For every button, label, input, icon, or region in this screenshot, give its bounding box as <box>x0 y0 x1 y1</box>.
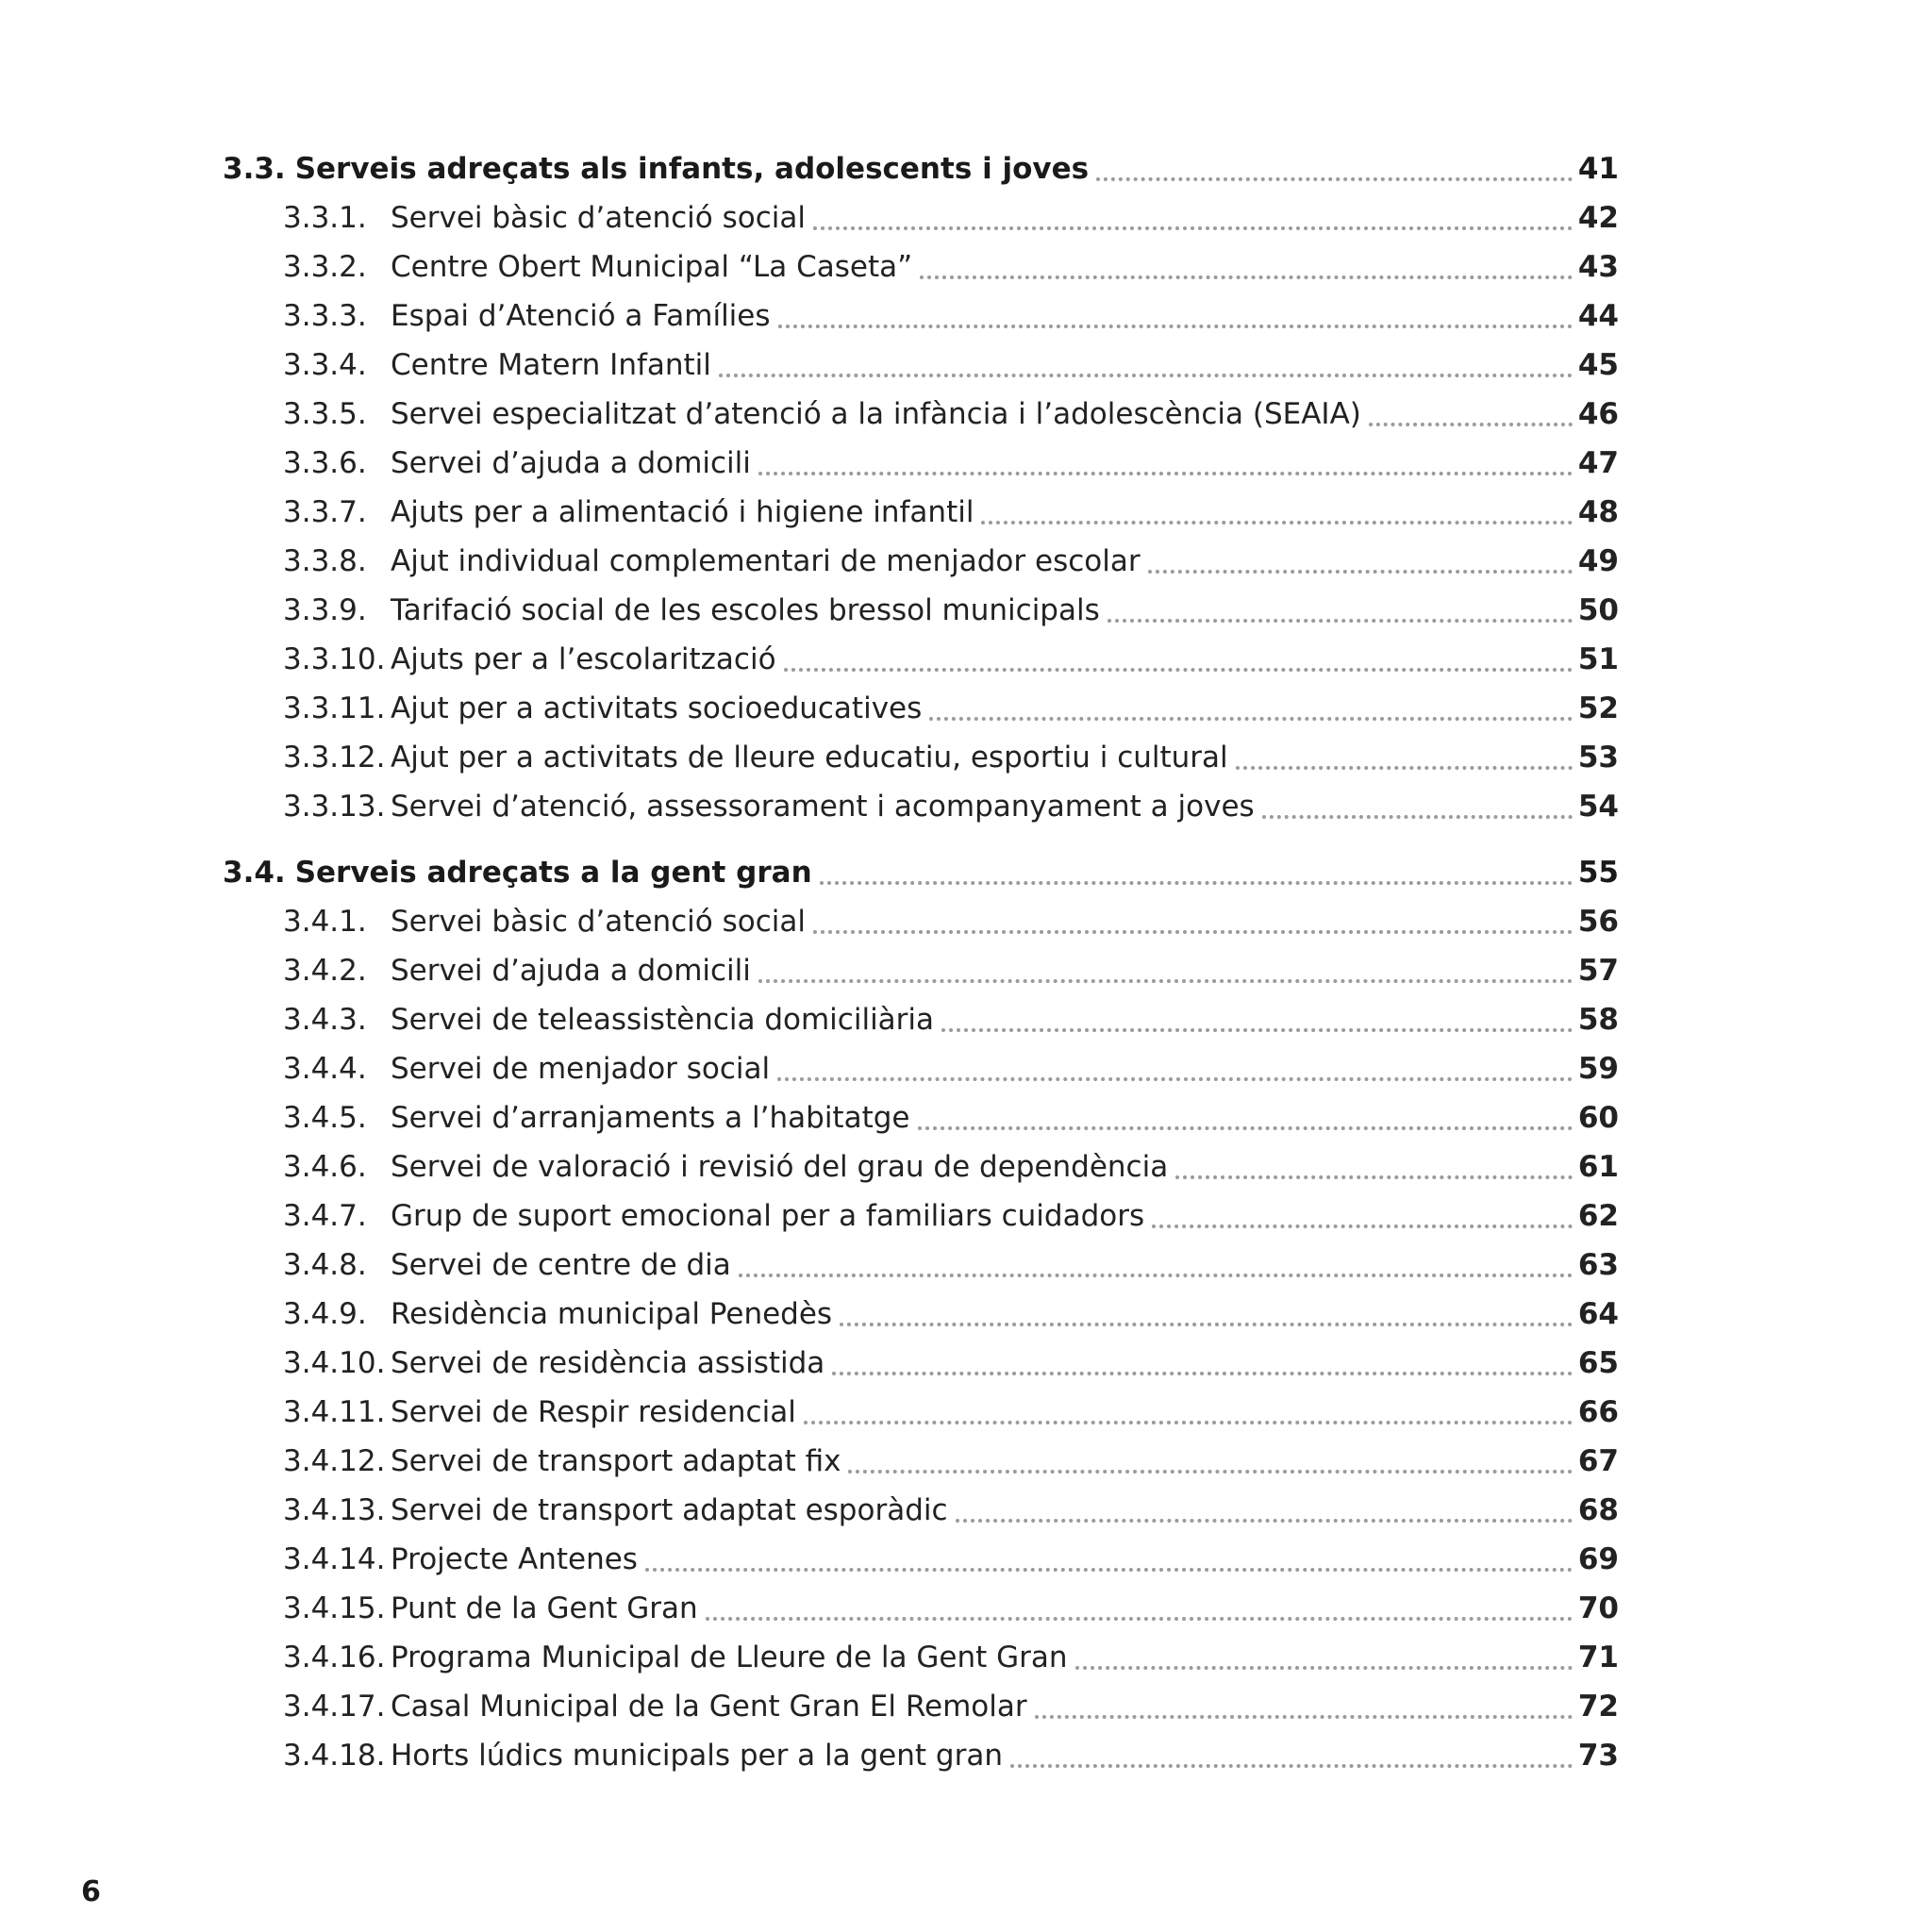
entry-number: 3.4.15. <box>283 1591 386 1625</box>
entry-number: 3.4.12. <box>283 1444 386 1478</box>
entry-number: 3.3.6. <box>283 446 367 480</box>
toc-entry[interactable] <box>223 1339 1619 1388</box>
toc-entry[interactable] <box>223 291 1619 341</box>
dot-leader <box>1148 570 1573 574</box>
entry-title: Casal Municipal de la Gent Gran El Remolar <box>391 1690 1027 1724</box>
toc-entry[interactable] <box>223 341 1619 390</box>
entry-number: 3.3.4. <box>283 348 367 382</box>
section-title: Serveis adreçats a la gent gran <box>294 856 812 890</box>
dot-leader <box>739 1274 1573 1277</box>
dot-leader <box>1010 1764 1573 1768</box>
entry-number: 3.3.8. <box>283 544 367 578</box>
toc-section-heading[interactable] <box>223 144 1619 193</box>
entry-page-number: 53 <box>1577 741 1619 774</box>
toc-entry[interactable] <box>223 1142 1619 1191</box>
table-of-contents <box>223 144 1619 1780</box>
entry-number: 3.4.14. <box>283 1542 386 1576</box>
entry-page-number: 60 <box>1577 1101 1619 1135</box>
entry-number: 3.3.1. <box>283 201 367 235</box>
dot-leader <box>1152 1224 1573 1228</box>
entry-number: 3.4.17. <box>283 1690 386 1724</box>
toc-entry[interactable] <box>223 439 1619 488</box>
entry-title: Centre Matern Infantil <box>391 348 711 382</box>
entry-page-number: 71 <box>1577 1641 1619 1674</box>
entry-title: Servei de valoració i revisió del grau de dependència <box>391 1150 1169 1184</box>
toc-entry[interactable] <box>223 1731 1619 1780</box>
toc-entry[interactable] <box>223 684 1619 733</box>
dot-leader <box>832 1372 1573 1375</box>
dot-leader <box>840 1323 1573 1326</box>
toc-entry[interactable] <box>223 1437 1619 1486</box>
entry-page-number: 43 <box>1577 250 1619 284</box>
toc-section-heading[interactable] <box>223 848 1619 897</box>
toc-entry[interactable] <box>223 390 1619 439</box>
entry-title: Servei d’ajuda a domicili <box>391 446 751 480</box>
entry-title: Ajut per a activitats socioeducatives <box>391 691 923 725</box>
entry-page-number: 73 <box>1577 1739 1619 1773</box>
toc-entry[interactable] <box>223 1486 1619 1535</box>
dot-leader <box>929 717 1573 721</box>
toc-entry[interactable] <box>223 1633 1619 1682</box>
entry-number: 3.4.18. <box>283 1739 386 1773</box>
toc-entry[interactable] <box>223 1241 1619 1290</box>
entry-number: 3.4.9. <box>283 1297 367 1331</box>
entry-number: 3.4.4. <box>283 1052 367 1086</box>
entry-number: 3.4.8. <box>283 1248 367 1282</box>
toc-entry[interactable] <box>223 242 1619 291</box>
toc-entry[interactable] <box>223 1584 1619 1633</box>
dot-leader <box>645 1568 1573 1572</box>
entry-title: Servei d’atenció, assessorament i acompanyament a joves <box>391 790 1255 824</box>
section-title: Serveis adreçats als infants, adolescents i joves <box>294 152 1090 186</box>
entry-page-number: 49 <box>1577 544 1619 578</box>
entry-number: 3.3.12. <box>283 741 386 774</box>
entry-page-number: 46 <box>1577 397 1619 431</box>
section-page-number: 55 <box>1577 856 1619 890</box>
entry-page-number: 65 <box>1577 1346 1619 1380</box>
dot-leader <box>719 374 1573 377</box>
entry-page-number: 67 <box>1577 1444 1619 1478</box>
toc-entry[interactable] <box>223 1535 1619 1584</box>
toc-entry[interactable] <box>223 537 1619 586</box>
entry-number: 3.4.2. <box>283 954 367 988</box>
dot-leader <box>777 1077 1573 1081</box>
dot-leader <box>1262 815 1573 819</box>
toc-entry[interactable] <box>223 733 1619 782</box>
dot-leader <box>1075 1666 1573 1670</box>
toc-entry[interactable] <box>223 586 1619 635</box>
entry-title: Servei de residència assistida <box>391 1346 825 1380</box>
dot-leader <box>706 1617 1573 1621</box>
entry-page-number: 59 <box>1577 1052 1619 1086</box>
entry-page-number: 47 <box>1577 446 1619 480</box>
entry-title: Servei de Respir residencial <box>391 1395 796 1429</box>
dot-leader <box>1175 1175 1573 1179</box>
entry-title: Servei d’ajuda a domicili <box>391 954 751 988</box>
entry-title: Servei de teleassistència domiciliària <box>391 1003 935 1037</box>
entry-page-number: 42 <box>1577 201 1619 235</box>
dot-leader <box>1096 177 1573 181</box>
entry-number: 3.4.11. <box>283 1395 386 1429</box>
entry-title: Servei bàsic d’atenció social <box>391 905 806 939</box>
entry-number: 3.3.13. <box>283 790 386 824</box>
toc-entry[interactable] <box>223 1290 1619 1339</box>
dot-leader <box>820 881 1573 885</box>
entry-page-number: 45 <box>1577 348 1619 382</box>
dot-leader <box>918 1126 1573 1130</box>
entry-page-number: 54 <box>1577 790 1619 824</box>
entry-page-number: 48 <box>1577 495 1619 529</box>
entry-number: 3.4.13. <box>283 1493 386 1527</box>
toc-entry[interactable] <box>223 635 1619 684</box>
entry-title: Grup de suport emocional per a familiars cuidadors <box>391 1199 1145 1233</box>
entry-number: 3.3.9. <box>283 593 367 627</box>
toc-entry[interactable] <box>223 1191 1619 1241</box>
dot-leader <box>778 325 1573 328</box>
entry-title: Ajuts per a alimentació i higiene infantil <box>391 495 974 529</box>
entry-title: Residència municipal Penedès <box>391 1297 833 1331</box>
entry-title: Ajut individual complementari de menjador escolar <box>391 544 1141 578</box>
dot-leader <box>784 668 1573 672</box>
toc-entry[interactable] <box>223 1388 1619 1437</box>
entry-page-number: 56 <box>1577 905 1619 939</box>
entry-title: Servei de menjador social <box>391 1052 771 1086</box>
dot-leader <box>1236 766 1573 770</box>
entry-page-number: 57 <box>1577 954 1619 988</box>
entry-page-number: 62 <box>1577 1199 1619 1233</box>
entry-number: 3.3.10. <box>283 642 386 676</box>
entry-page-number: 64 <box>1577 1297 1619 1331</box>
entry-title: Programa Municipal de Lleure de la Gent Gran <box>391 1641 1068 1674</box>
entry-title: Projecte Antenes <box>391 1542 638 1576</box>
entry-title: Servei especialitzat d’atenció a la infància i l’adolescència (SEAIA) <box>391 397 1361 431</box>
entry-page-number: 63 <box>1577 1248 1619 1282</box>
page-number: 6 <box>81 1875 101 1908</box>
entry-number: 3.4.7. <box>283 1199 367 1233</box>
entry-title: Punt de la Gent Gran <box>391 1591 698 1625</box>
entry-page-number: 51 <box>1577 642 1619 676</box>
toc-entry[interactable] <box>223 1093 1619 1142</box>
section-page-number: 41 <box>1577 152 1619 186</box>
entry-number: 3.4.6. <box>283 1150 367 1184</box>
dot-leader <box>758 472 1573 475</box>
entry-number: 3.4.5. <box>283 1101 367 1135</box>
entry-page-number: 66 <box>1577 1395 1619 1429</box>
dot-leader <box>956 1519 1573 1523</box>
dot-leader <box>920 275 1573 279</box>
entry-title: Tarifació social de les escoles bressol municipals <box>391 593 1100 627</box>
toc-entry[interactable] <box>223 995 1619 1044</box>
dot-leader <box>1369 423 1573 426</box>
entry-page-number: 50 <box>1577 593 1619 627</box>
toc-section <box>223 848 1619 1780</box>
entry-title: Servei d’arranjaments a l’habitatge <box>391 1101 910 1135</box>
entry-title: Servei bàsic d’atenció social <box>391 201 806 235</box>
entry-number: 3.3.5. <box>283 397 367 431</box>
entry-title: Espai d’Atenció a Famílies <box>391 299 771 333</box>
entry-number: 3.4.3. <box>283 1003 367 1037</box>
entry-number: 3.3.11. <box>283 691 386 725</box>
entry-title: Servei de centre de dia <box>391 1248 731 1282</box>
entry-title: Horts lúdics municipals per a la gent gran <box>391 1739 1003 1773</box>
dot-leader <box>1035 1715 1573 1719</box>
section-number: 3.4. <box>223 856 286 890</box>
dot-leader <box>758 979 1573 983</box>
entry-page-number: 72 <box>1577 1690 1619 1724</box>
toc-entry[interactable] <box>223 782 1619 831</box>
toc-entry[interactable] <box>223 946 1619 995</box>
toc-entry[interactable] <box>223 897 1619 946</box>
entry-number: 3.3.2. <box>283 250 367 284</box>
entry-number: 3.3.3. <box>283 299 367 333</box>
entry-number: 3.4.10. <box>283 1346 386 1380</box>
dot-leader <box>813 930 1573 934</box>
entry-title: Servei de transport adaptat fix <box>391 1444 841 1478</box>
entry-page-number: 70 <box>1577 1591 1619 1625</box>
entry-page-number: 61 <box>1577 1150 1619 1184</box>
toc-entry[interactable] <box>223 193 1619 242</box>
toc-entry[interactable] <box>223 488 1619 537</box>
dot-leader <box>813 226 1573 230</box>
dot-leader <box>981 521 1572 525</box>
entry-number: 3.4.16. <box>283 1641 386 1674</box>
toc-section <box>223 144 1619 831</box>
entry-title: Ajut per a activitats de lleure educatiu, esportiu i cultural <box>391 741 1228 774</box>
section-number: 3.3. <box>223 152 286 186</box>
entry-page-number: 58 <box>1577 1003 1619 1037</box>
entry-title: Centre Obert Municipal “La Caseta” <box>391 250 913 284</box>
dot-leader <box>848 1470 1572 1474</box>
dot-leader <box>941 1028 1573 1032</box>
toc-entry[interactable] <box>223 1044 1619 1093</box>
toc-entry[interactable] <box>223 1682 1619 1731</box>
entry-title: Ajuts per a l’escolarització <box>391 642 776 676</box>
entry-page-number: 68 <box>1577 1493 1619 1527</box>
entry-title: Servei de transport adaptat esporàdic <box>391 1493 948 1527</box>
entry-number: 3.3.7. <box>283 495 367 529</box>
entry-page-number: 52 <box>1577 691 1619 725</box>
dot-leader <box>804 1421 1573 1424</box>
entry-number: 3.4.1. <box>283 905 367 939</box>
entry-page-number: 44 <box>1577 299 1619 333</box>
dot-leader <box>1108 619 1573 623</box>
entry-page-number: 69 <box>1577 1542 1619 1576</box>
